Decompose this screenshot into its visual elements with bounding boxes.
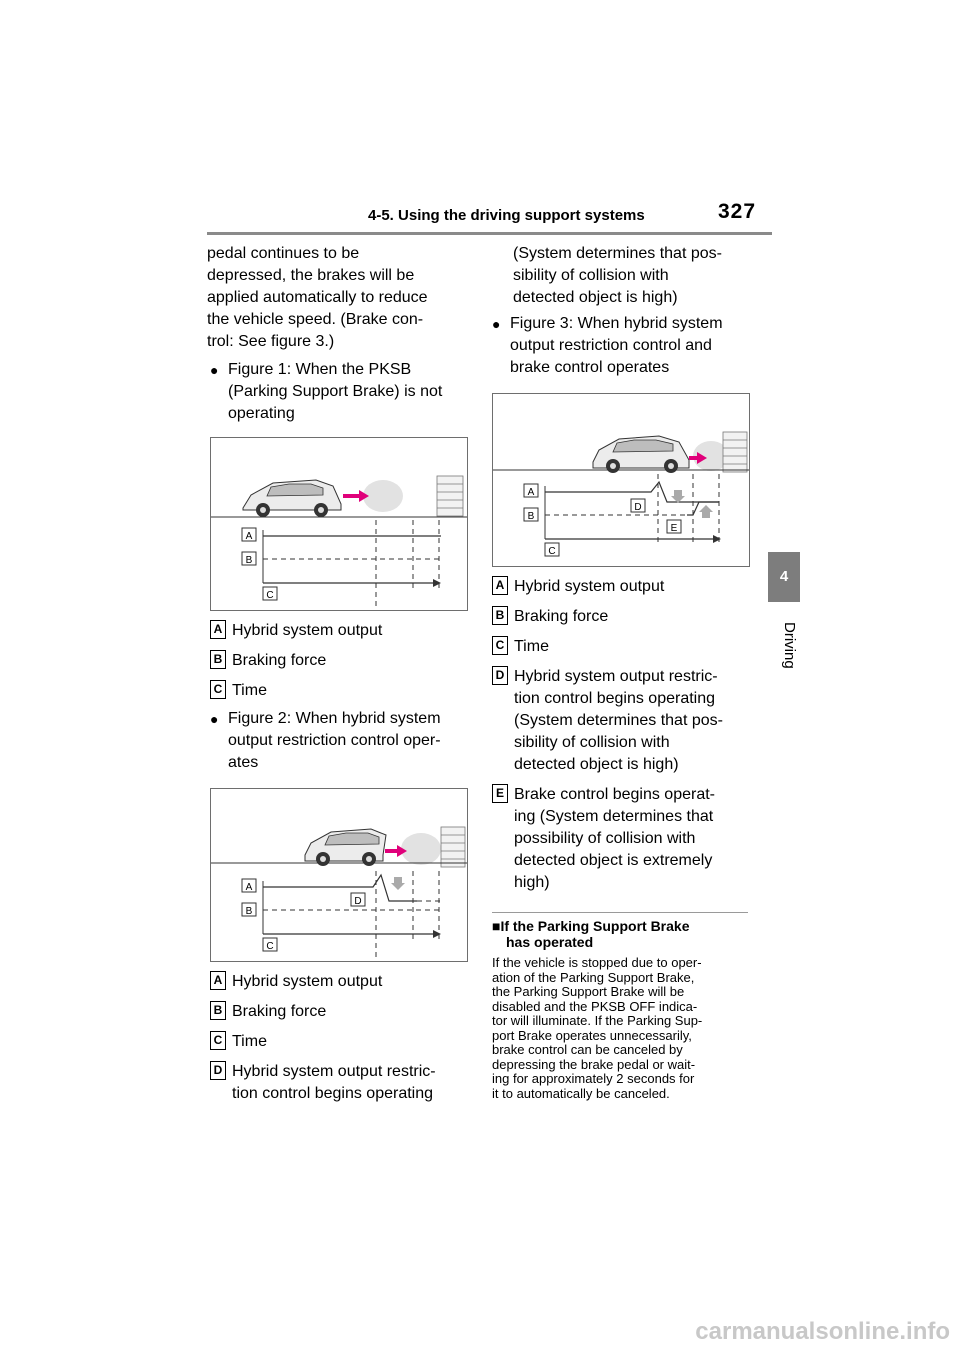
fig2-caption bbox=[210, 708, 468, 774]
legend-text: (System determines that pos- bbox=[514, 712, 723, 729]
fig3-caption bbox=[492, 313, 754, 379]
label-a: A bbox=[527, 487, 535, 498]
legend-text: detected object is extremely bbox=[514, 852, 713, 869]
sensor-wave bbox=[401, 833, 441, 865]
page-number: 327 bbox=[718, 200, 757, 223]
text-line: has operated bbox=[506, 934, 594, 950]
legend-text: Time bbox=[232, 1033, 267, 1050]
note-divider bbox=[492, 912, 748, 913]
legend-text: possibility of collision with bbox=[514, 830, 696, 847]
text-line: the Parking Support Brake will be bbox=[492, 984, 685, 999]
bullet-icon: ● bbox=[492, 316, 501, 332]
text-line: output restriction control oper- bbox=[228, 732, 441, 749]
fig3-legend bbox=[492, 576, 754, 896]
up-arrow-icon bbox=[699, 505, 713, 512]
legend-text: Hybrid system output restric- bbox=[232, 1063, 436, 1080]
text-line: disabled and the PKSB OFF indica- bbox=[492, 998, 698, 1014]
text-line: depressing the brake pedal or wait- bbox=[492, 1056, 696, 1072]
legend-text: Hybrid system output bbox=[232, 973, 383, 990]
text-line: tor will illuminate. If the Parking Sup- bbox=[492, 1013, 703, 1028]
note-heading bbox=[492, 918, 754, 950]
down-arrow-icon bbox=[391, 883, 405, 890]
text-line: If the vehicle is stopped due to oper- bbox=[492, 955, 702, 970]
text-line: it to automatically be canceled. bbox=[492, 1085, 670, 1101]
legend-text: tion control begins operating bbox=[514, 690, 716, 707]
legend-key: A bbox=[492, 576, 508, 595]
wall-icon bbox=[441, 827, 465, 867]
text-line: output restriction control and bbox=[510, 337, 712, 354]
label-e: E bbox=[670, 523, 678, 534]
legend-key: D bbox=[210, 1061, 226, 1080]
legend-key: D bbox=[492, 666, 508, 685]
chapter-tab-number: 4 bbox=[768, 552, 800, 602]
text-line: Figure 1: When the PKSB bbox=[228, 361, 412, 378]
figure-3 bbox=[492, 393, 750, 567]
text-line: ates bbox=[228, 754, 259, 771]
car-illustration bbox=[593, 436, 689, 473]
legend-text: Braking force bbox=[514, 608, 609, 625]
legend-key: E bbox=[492, 784, 508, 803]
legend-key: C bbox=[210, 680, 226, 699]
legend-text: Time bbox=[514, 638, 549, 655]
fig1-caption bbox=[210, 359, 468, 425]
fig2-legend bbox=[210, 971, 468, 1107]
bullet-icon: ● bbox=[210, 362, 219, 378]
legend-key: B bbox=[210, 650, 226, 669]
legend-text: Time bbox=[232, 682, 267, 699]
text-line: trol: See figure 3.) bbox=[207, 333, 335, 350]
text-line: Figure 2: When hybrid system bbox=[228, 710, 441, 727]
continued-text bbox=[513, 243, 753, 309]
label-c: C bbox=[266, 941, 274, 952]
label-c: C bbox=[266, 590, 274, 601]
text-line: port Brake operates unnecessarily, bbox=[492, 1027, 692, 1043]
text-line: the vehicle speed. (Brake con- bbox=[207, 311, 424, 328]
legend-text: Brake control begins operat- bbox=[514, 786, 715, 803]
label-d: D bbox=[354, 896, 362, 907]
label-b: B bbox=[527, 511, 535, 522]
text-line: brake control operates bbox=[510, 359, 670, 376]
label-a: A bbox=[245, 882, 253, 893]
text-line: depressed, the brakes will be bbox=[207, 267, 415, 284]
note-body bbox=[492, 956, 754, 1101]
legend-text: Hybrid system output restric- bbox=[514, 668, 718, 685]
car-illustration bbox=[243, 480, 341, 517]
chapter-tab-label: Driving bbox=[781, 622, 798, 669]
fig1-legend bbox=[210, 620, 468, 700]
figure-1 bbox=[210, 437, 468, 611]
figure-2 bbox=[210, 788, 468, 962]
label-c: C bbox=[548, 546, 556, 557]
legend-key: B bbox=[210, 1001, 226, 1020]
legend-text: detected object is high) bbox=[514, 756, 679, 773]
legend-text: high) bbox=[514, 874, 550, 891]
header-rule bbox=[207, 232, 772, 235]
legend-key: A bbox=[210, 971, 226, 990]
label-b: B bbox=[245, 555, 253, 566]
label-b: B bbox=[245, 906, 253, 917]
bullet-icon: ● bbox=[210, 711, 219, 727]
legend-text: Hybrid system output bbox=[232, 622, 383, 639]
text-line: ation of the Parking Support Brake, bbox=[492, 969, 695, 985]
legend-text: Hybrid system output bbox=[514, 578, 665, 595]
text-line: (Parking Support Brake) is not bbox=[228, 383, 443, 400]
legend-key: B bbox=[492, 606, 508, 625]
legend-text: tion control begins operating bbox=[232, 1085, 434, 1102]
legend-key: C bbox=[492, 636, 508, 655]
legend-text: sibility of collision with bbox=[514, 734, 670, 751]
intro-paragraph bbox=[207, 243, 469, 353]
text-line: (System determines that pos- bbox=[513, 245, 722, 262]
legend-text: ing (System determines that bbox=[514, 808, 714, 825]
legend-key: C bbox=[210, 1031, 226, 1050]
label-d: D bbox=[634, 502, 642, 513]
label-a: A bbox=[245, 531, 253, 542]
text-line: applied automatically to reduce bbox=[207, 289, 428, 306]
section-title: 4-5. Using the driving support systems bbox=[368, 207, 645, 224]
text-line: detected object is high) bbox=[513, 289, 678, 306]
legend-text: Braking force bbox=[232, 652, 327, 669]
watermark: carmanualsonline.info bbox=[695, 1318, 950, 1345]
legend-text: Braking force bbox=[232, 1003, 327, 1020]
wall-icon bbox=[723, 432, 747, 472]
car-illustration bbox=[305, 829, 386, 866]
text-line: ing for approximately 2 seconds for bbox=[492, 1071, 695, 1086]
wall-icon bbox=[437, 476, 463, 516]
text-line: brake control can be canceled by bbox=[492, 1042, 683, 1057]
legend-key: A bbox=[210, 620, 226, 639]
text-line: operating bbox=[228, 405, 295, 422]
text-line: ■If the Parking Support Brake bbox=[492, 918, 690, 934]
text-line: sibility of collision with bbox=[513, 267, 669, 284]
text-line: pedal continues to be bbox=[207, 245, 360, 262]
text-line: Figure 3: When hybrid system bbox=[510, 315, 723, 332]
